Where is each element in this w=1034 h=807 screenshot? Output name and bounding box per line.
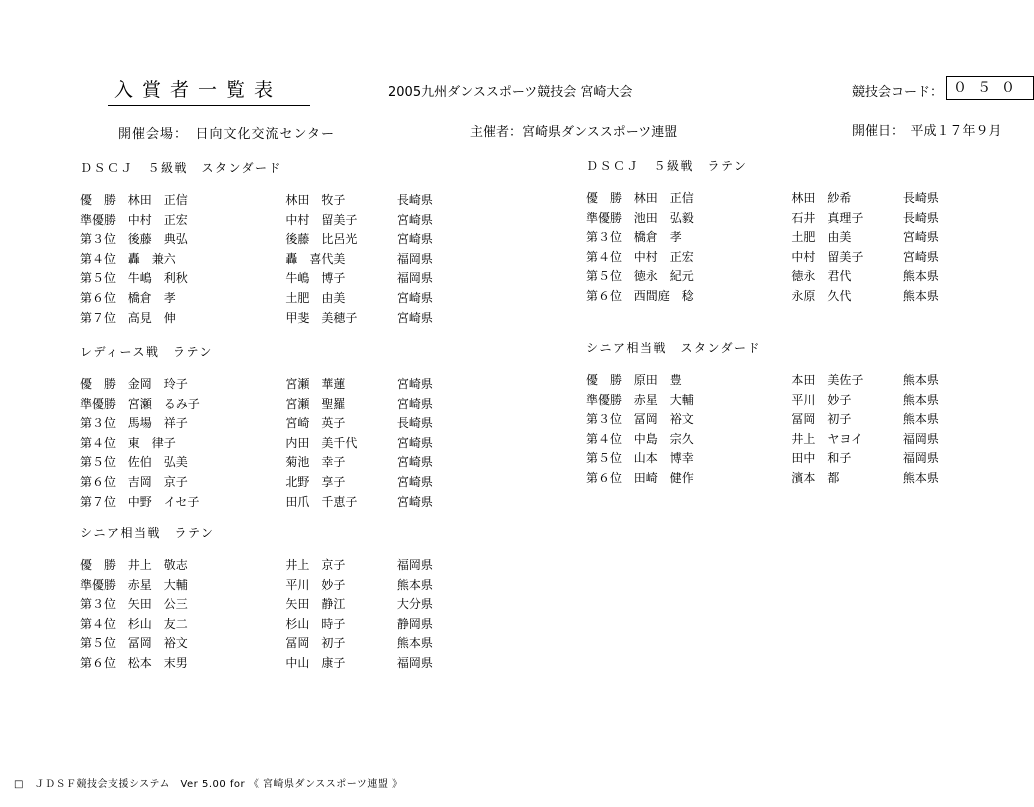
result-row <box>586 189 956 209</box>
partner-name: 濱本 都 <box>791 470 840 485</box>
leader-name: 原田 豊 <box>633 373 682 387</box>
prefecture: 宮崎県 <box>396 396 433 411</box>
placement: 第４位 <box>586 431 623 446</box>
leader-name: 赤星 大輔 <box>127 577 188 592</box>
competition-code-label: 競技会コード： <box>852 85 944 100</box>
placement: 第３位 <box>586 230 623 245</box>
leader-name: 佐伯 弘美 <box>127 455 188 470</box>
section-title: レディース戦 ラテン <box>80 345 213 359</box>
prefecture: 宮崎県 <box>396 455 433 470</box>
placement: 優 勝 <box>80 193 117 207</box>
partner-name: 宮崎 英子 <box>285 416 346 431</box>
partner-name: 平川 妙子 <box>791 392 852 407</box>
partner-name: 中山 康子 <box>285 655 346 670</box>
leader-name: 山本 博幸 <box>633 451 694 466</box>
partner-name: 内田 美千代 <box>285 435 358 450</box>
placement: 優 勝 <box>80 377 117 391</box>
leader-name: 中村 正宏 <box>633 249 694 264</box>
leader-name: 高見 伸 <box>127 310 176 325</box>
prefecture: 宮崎県 <box>396 232 433 247</box>
result-row <box>80 269 450 289</box>
leader-name: 後藤 典弘 <box>127 232 188 247</box>
prefecture: 熊本県 <box>902 288 939 303</box>
prefecture: 宮崎県 <box>396 377 433 391</box>
leader-name: 橋倉 孝 <box>633 230 682 245</box>
leader-name: 宮瀬 るみ子 <box>127 396 200 411</box>
prefecture: 熊本県 <box>902 392 939 407</box>
result-row <box>586 209 956 229</box>
placement: 優 勝 <box>80 558 117 572</box>
prefecture: 宮崎県 <box>396 212 433 227</box>
result-row <box>586 391 956 411</box>
results-section <box>80 341 450 512</box>
section-title: ＤＳＣＪ ５級戦 ラテン <box>586 159 748 173</box>
leader-name: 中野 イセ子 <box>127 494 200 509</box>
partner-name: 井上 京子 <box>285 558 346 572</box>
result-row <box>80 615 450 635</box>
leader-name: 徳永 紀元 <box>633 269 694 284</box>
partner-name: 甲斐 美穂子 <box>285 310 358 325</box>
result-row <box>80 250 450 270</box>
result-row <box>586 287 956 307</box>
partner-name: 田爪 千恵子 <box>285 494 358 509</box>
result-row <box>80 191 450 211</box>
partner-name: 井上 ヤヨイ <box>791 431 863 446</box>
result-row <box>80 453 450 473</box>
competition-code-value: ０５０ <box>946 76 1034 100</box>
leader-name: 林田 正信 <box>127 193 188 207</box>
result-row <box>80 375 450 395</box>
result-row <box>80 230 450 250</box>
prefecture: 大分県 <box>396 597 433 612</box>
leader-name: 中島 宗久 <box>633 431 694 446</box>
section-title: シニア相当戦 ラテン <box>80 526 215 540</box>
section-title: ＤＳＣＪ ５級戦 スタンダード <box>80 161 283 175</box>
organizer: 主催者：宮崎県ダンススポーツ連盟 <box>470 125 678 140</box>
result-row <box>80 434 450 454</box>
result-row <box>586 371 956 391</box>
partner-name: 矢田 静江 <box>285 597 346 612</box>
placement: 第５位 <box>80 455 117 470</box>
leader-name: 橋倉 孝 <box>127 290 176 305</box>
prefecture: 長崎県 <box>902 191 939 205</box>
partner-name: 冨岡 初子 <box>285 636 346 651</box>
section-title: シニア相当戦 スタンダード <box>586 341 762 355</box>
prefecture: 熊本県 <box>396 636 433 651</box>
result-row <box>586 228 956 248</box>
prefecture: 宮崎県 <box>396 310 433 325</box>
leader-name: 金岡 玲子 <box>127 377 188 391</box>
placement: 第５位 <box>80 271 117 286</box>
results-section <box>80 522 450 674</box>
result-row <box>80 556 450 576</box>
prefecture: 長崎県 <box>902 210 939 225</box>
placement: 第４位 <box>586 249 623 264</box>
placement: 優 勝 <box>586 373 623 387</box>
placement: 第３位 <box>80 232 117 247</box>
partner-name: 杉山 時子 <box>285 616 346 631</box>
result-row <box>80 654 450 674</box>
partner-name: 宮瀬 華蓮 <box>285 377 346 391</box>
placement: 第４位 <box>80 616 117 631</box>
placement: 第３位 <box>586 412 623 427</box>
partner-name: 土肥 由美 <box>791 230 852 245</box>
result-row <box>80 576 450 596</box>
partner-name: 平川 妙子 <box>285 577 346 592</box>
placement: 準優勝 <box>80 212 117 227</box>
prefecture: 宮崎県 <box>396 290 433 305</box>
result-row <box>586 267 956 287</box>
result-row <box>80 414 450 434</box>
result-row <box>80 473 450 493</box>
event-date: 開催日： 平成１７年９月 <box>852 124 1002 139</box>
prefecture: 熊本県 <box>902 470 939 485</box>
leader-name: 赤星 大輔 <box>633 392 694 407</box>
prefecture: 福岡県 <box>396 271 433 286</box>
prefecture: 長崎県 <box>396 193 433 207</box>
partner-name: 林田 紗希 <box>791 191 852 205</box>
partner-name: 冨岡 初子 <box>791 412 852 427</box>
placement: 第６位 <box>586 470 623 485</box>
partner-name: 田中 和子 <box>791 451 852 466</box>
prefecture: 福岡県 <box>396 251 433 266</box>
leader-name: 池田 弘毅 <box>633 210 694 225</box>
partner-name: 中村 留美子 <box>285 212 358 227</box>
partner-name: 轟 喜代美 <box>285 251 346 266</box>
partner-name: 永原 久代 <box>791 288 852 303</box>
footer-system-info: □ ＪＤＳＦ競技会支援システム Ver 5.00 for 《 宮崎県ダンススポーツ連盟 》 <box>14 779 403 790</box>
placement: 第５位 <box>586 269 623 284</box>
placement: 第６位 <box>80 474 117 489</box>
prefecture: 宮崎県 <box>396 474 433 489</box>
prefecture: 長崎県 <box>396 416 433 431</box>
document-title: 入賞者一覧表 <box>108 75 310 106</box>
result-row <box>586 248 956 268</box>
partner-name: 菊池 幸子 <box>285 455 346 470</box>
leader-name: 井上 敬志 <box>127 558 188 572</box>
placement: 準優勝 <box>80 396 117 411</box>
placement: 第３位 <box>80 597 117 612</box>
partner-name: 北野 享子 <box>285 474 346 489</box>
prefecture: 宮崎県 <box>902 249 939 264</box>
leader-name: 轟 兼六 <box>127 251 176 266</box>
prefecture: 福岡県 <box>902 451 939 466</box>
prefecture: 熊本県 <box>902 269 939 284</box>
prefecture: 熊本県 <box>396 577 433 592</box>
placement: 第６位 <box>80 290 117 305</box>
partner-name: 宮瀬 聖羅 <box>285 396 346 411</box>
result-row <box>586 410 956 430</box>
leader-name: 馬場 祥子 <box>127 416 188 431</box>
partner-name: 林田 牧子 <box>285 193 346 207</box>
placement: 第３位 <box>80 416 117 431</box>
leader-name: 西間庭 稔 <box>633 288 694 303</box>
prefecture: 静岡県 <box>396 616 433 631</box>
result-row <box>80 595 450 615</box>
partner-name: 徳永 君代 <box>791 269 852 284</box>
results-section <box>586 155 956 307</box>
results-section <box>586 337 956 489</box>
placement: 準優勝 <box>586 392 623 407</box>
prefecture: 福岡県 <box>396 655 433 670</box>
event-name: 2005九州ダンススポーツ競技会 宮崎大会 <box>388 85 633 100</box>
placement: 準優勝 <box>586 210 623 225</box>
result-row <box>586 430 956 450</box>
leader-name: 吉岡 京子 <box>127 474 188 489</box>
leader-name: 松本 末男 <box>127 655 188 670</box>
leader-name: 冨岡 裕文 <box>633 412 694 427</box>
leader-name: 牛嶋 利秋 <box>127 271 188 286</box>
result-row <box>80 211 450 231</box>
results-section <box>80 157 450 328</box>
leader-name: 東 律子 <box>127 435 176 450</box>
result-row <box>80 309 450 329</box>
result-row <box>586 469 956 489</box>
leader-name: 冨岡 裕文 <box>127 636 188 651</box>
result-row <box>80 493 450 513</box>
placement: 第６位 <box>586 288 623 303</box>
placement: 第４位 <box>80 251 117 266</box>
placement: 第５位 <box>586 451 623 466</box>
leader-name: 中村 正宏 <box>127 212 188 227</box>
leader-name: 杉山 友二 <box>127 616 188 631</box>
result-row <box>586 449 956 469</box>
prefecture: 熊本県 <box>902 373 939 387</box>
partner-name: 中村 留美子 <box>791 249 864 264</box>
venue: 開催会場： 日向文化交流センター <box>118 127 335 142</box>
partner-name: 牛嶋 博子 <box>285 271 346 286</box>
prefecture: 福岡県 <box>902 431 939 446</box>
placement: 優 勝 <box>586 191 623 205</box>
partner-name: 土肥 由美 <box>285 290 346 305</box>
result-row <box>80 634 450 654</box>
placement: 第６位 <box>80 655 117 670</box>
partner-name: 石井 真理子 <box>791 210 864 225</box>
prefecture: 宮崎県 <box>396 435 433 450</box>
placement: 第５位 <box>80 636 117 651</box>
result-row <box>80 289 450 309</box>
prefecture: 宮崎県 <box>902 230 939 245</box>
placement: 準優勝 <box>80 577 117 592</box>
leader-name: 林田 正信 <box>633 191 694 205</box>
prefecture: 福岡県 <box>396 558 433 572</box>
placement: 第７位 <box>80 494 117 509</box>
placement: 第７位 <box>80 310 117 325</box>
partner-name: 後藤 比呂光 <box>285 232 358 247</box>
result-row <box>80 395 450 415</box>
placement: 第４位 <box>80 435 117 450</box>
prefecture: 宮崎県 <box>396 494 433 509</box>
prefecture: 熊本県 <box>902 412 939 427</box>
leader-name: 矢田 公三 <box>127 597 188 612</box>
leader-name: 田崎 健作 <box>633 470 694 485</box>
partner-name: 本田 美佐子 <box>791 373 864 387</box>
